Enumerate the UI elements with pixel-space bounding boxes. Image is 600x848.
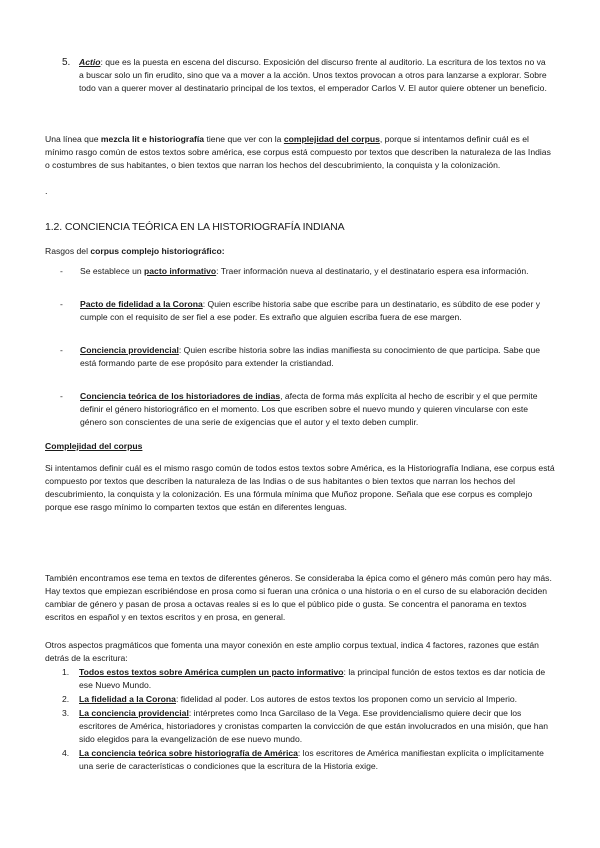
bullet-dash: - <box>60 345 63 355</box>
text-run: : Traer información nueva al destinatario, y el destinatario espera esa información. <box>216 266 529 276</box>
text-run: tiene que ver con la <box>204 134 284 144</box>
numbered-item <box>62 707 552 746</box>
paragraph-generos: También encontramos ese tema en textos de diferentes géneros. Se consideraba la épica como el género más común pero hay más. Hay textos que empiezan escribiéndose en prosa como si fueran una crónica o una historia o en el curso de su elaboración deciden cambiar de género y pasan de prosa a octavas reales si es lo que el público pide o gusta. Se concentra el panorama en textos escritos en español y en textos escritos y en prosa, en general. <box>45 573 552 622</box>
subheading-complejidad: Complejidad del corpus <box>45 441 143 451</box>
text-run: : intérpretes como Inca Garcilaso de la Vega. Ese providencialismo quiere decir que los escritores de América, historiadores y cronistas comparten la convicción de que están involucrados en una misión, que han sido elegidos para la evangelización de ese nuevo mundo. <box>79 708 549 744</box>
item-number: 1. <box>62 667 70 677</box>
bullet-list <box>60 265 552 449</box>
stray-dot: . <box>45 186 48 196</box>
underlined-run: La conciencia providencial <box>79 708 189 718</box>
bullet-item <box>60 344 552 370</box>
underlined-run: complejidad del corpus <box>283 134 380 144</box>
paragraph-complejidad-intro <box>45 133 555 172</box>
bullet-dash: - <box>60 266 63 276</box>
list-item-body <box>79 56 550 95</box>
numbered-item <box>62 747 552 773</box>
text-run: : la principal función de estos textos es dar noticia de ese Nuevo Mundo. <box>79 667 546 690</box>
text-run: , afecta de forma más explícita al hecho de escribir y el que permite definir el género historiográfico en el momento. Los que escriben sobre el nuevo mundo y quieren vincularse con este género son conscientes de una serie de exigencias que el autor y el texto deben cumplir. <box>80 391 538 427</box>
underlined-run: Conciencia providencial <box>80 345 179 355</box>
bold-run: mezcla lit e historiografía <box>100 134 205 144</box>
bullet-dash: - <box>60 391 63 401</box>
text-run: : los escritores de América manifiestan explícita o implícitamente una serie de características o condiciones que la escritura de la Historia exige. <box>79 748 544 771</box>
text-run: : Quien escribe historia sabe que escribe para un destinatario, es súbdito de ese poder y cumple con el requisito de ser fiel a ese poder. Es extraño que alguien escriba fuera de ese margen. <box>80 299 541 322</box>
underlined-run: Todos estos textos sobre América cumplen un pacto informativo <box>79 667 344 677</box>
paragraph-aspectos-pragmaticos: Otros aspectos pragmáticos que fomenta una mayor conexión en este amplio corpus textual, indica 4 factores, razones que están detrás de la escritura: <box>45 640 539 663</box>
list-number: 5. <box>62 57 71 68</box>
underlined-run: La fidelidad a la Corona <box>79 694 176 704</box>
section-heading: 1.2. CONCIENCIA TEÓRICA EN LA HISTORIOGRAFÍA INDIANA <box>45 220 345 233</box>
text-run: Se establece un <box>80 266 145 276</box>
text-run: Una línea que <box>45 134 101 144</box>
underlined-run: La conciencia teórica sobre historiografía de América <box>79 748 298 758</box>
item-number: 4. <box>62 748 70 758</box>
underlined-run: pacto informativo <box>144 266 217 276</box>
text-run: , porque si intentamos definir cuál es el mínimo rasgo común de estos textos sobre américa, ese corpus está compuesto por textos que describen la naturaleza de las Indias o costumbres de sus habitantes, o bien textos que narran los hechos del descubrimiento, la conquista y la colonización. <box>45 134 551 170</box>
bullet-item <box>60 298 552 324</box>
numbered-item <box>62 666 552 692</box>
bold-run: corpus complejo historiográfico: <box>90 246 225 256</box>
underlined-run: Conciencia teórica de los historiadores de indias <box>80 391 281 401</box>
numbered-item <box>62 693 552 706</box>
paragraph-historiografia-indiana: Si intentamos definir cuál es el mismo rasgo común de todos estos textos sobre América, es la Historiografía Indiana, ese corpus está compuesto por textos que describen la naturaleza de las Indias o de sus habitantes o bien textos que narran los hechos del descubrimiento, la conquista y la colonización. Es una fórmula mínima que Muñoz propone. Señala que ese corpus es complejo porque ese rasgo mínimo lo comparten textos que están en diferentes lenguas. <box>45 463 555 512</box>
underlined-run: Pacto de fidelidad a la Corona <box>80 299 203 309</box>
term-actio: Actio <box>79 57 101 67</box>
list-item-text: : que es la puesta en escena del discurso. Exposición del discurso frente al auditorio. La escritura de los textos no va a buscar solo un fin erudito, sino que va a mover a la acción. Unos textos provocan a otros para lanzarse a explorar. Sobre todo van a querer mover al destinatario principal de los textos, el emperador Carlos V. El autor quiere obtener un beneficio. <box>79 57 547 93</box>
bullet-item <box>60 265 552 278</box>
numbered-list <box>62 666 552 774</box>
text-run: : Quien escribe historia sobre las indias manifiesta su conocimiento de que participa. Sabe que está formando parte de ese propósito para extender la cristiandad. <box>80 345 541 368</box>
text-run: Rasgos del <box>45 246 91 256</box>
rasgos-intro <box>45 245 225 258</box>
text-run: : fidelidad al poder. Los autores de estos textos los proponen como un servicio al Imperio. <box>175 694 518 704</box>
bullet-dash: - <box>60 299 63 309</box>
bullet-item <box>60 390 552 429</box>
list-item-actio <box>62 56 550 95</box>
item-number: 3. <box>62 708 70 718</box>
item-number: 2. <box>62 694 70 704</box>
